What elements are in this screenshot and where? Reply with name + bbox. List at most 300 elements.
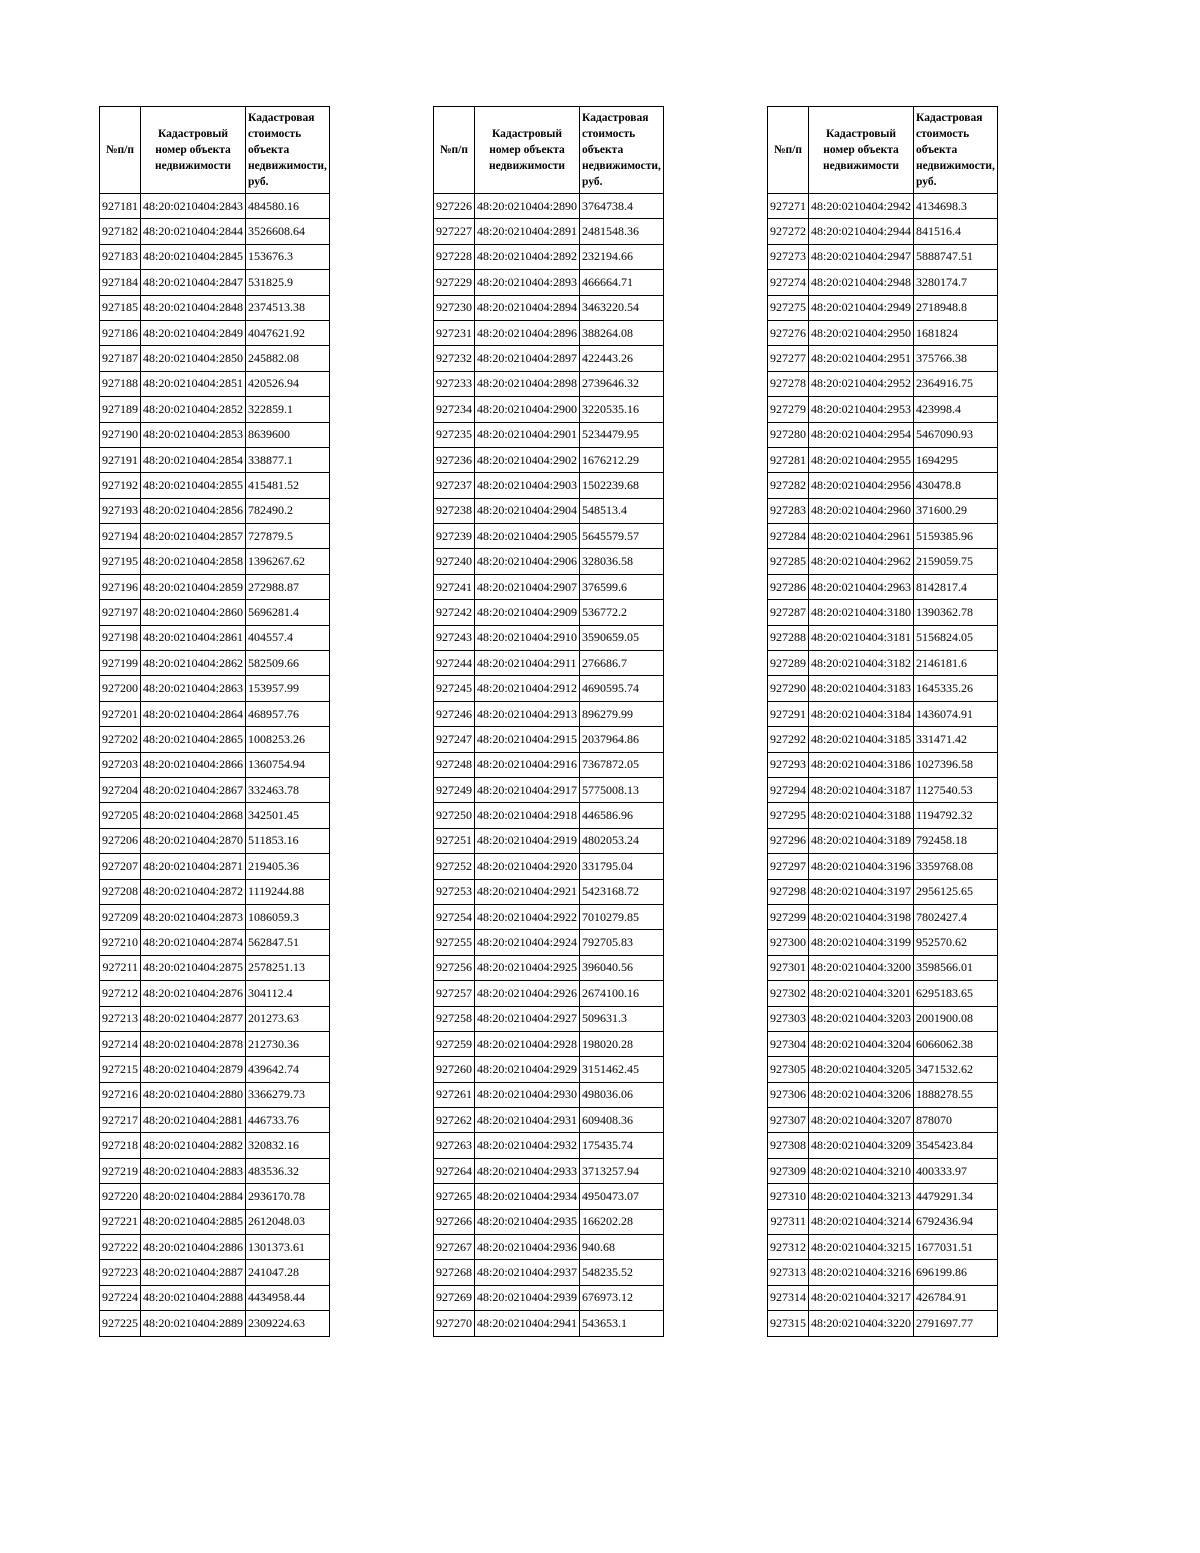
cadastral-number: 48:20:0210404:2890: [475, 194, 580, 219]
table-row: [768, 1006, 998, 1031]
cadastral-value: 543653.1: [580, 1311, 664, 1336]
cadastral-number: 48:20:0210404:2936: [475, 1235, 580, 1260]
cadastral-value: 1502239.68: [580, 473, 664, 498]
cadastre-table-1: [99, 106, 330, 1337]
table-row: [100, 1133, 330, 1158]
cadastral-number: 48:20:0210404:2867: [141, 777, 246, 802]
table-row: [100, 219, 330, 244]
cadastral-value: 4047621.92: [246, 320, 330, 345]
cadastral-number: 48:20:0210404:2919: [475, 828, 580, 853]
cadastral-number: 48:20:0210404:2873: [141, 904, 246, 929]
cadastral-value: 676973.12: [580, 1285, 664, 1310]
cadastral-number: 48:20:0210404:2859: [141, 574, 246, 599]
cadastral-number: 48:20:0210404:3199: [809, 930, 914, 955]
row-number: 927312: [768, 1235, 809, 1260]
row-number: 927192: [100, 473, 141, 498]
cadastral-number: 48:20:0210404:2956: [809, 473, 914, 498]
cadastral-value: 304112.4: [246, 981, 330, 1006]
table-row: [434, 422, 664, 447]
cadastral-value: 4690595.74: [580, 676, 664, 701]
cadastral-value: 430478.8: [914, 473, 998, 498]
table-row: [768, 244, 998, 269]
table-row: [434, 346, 664, 371]
row-number: 927228: [434, 244, 475, 269]
row-number: 927209: [100, 904, 141, 929]
cadastral-number: 48:20:0210404:3203: [809, 1006, 914, 1031]
row-number: 927293: [768, 752, 809, 777]
cadastral-value: 1301373.61: [246, 1235, 330, 1260]
row-number: 927190: [100, 422, 141, 447]
table-row: [434, 854, 664, 879]
table-row: [768, 879, 998, 904]
table-row: [100, 752, 330, 777]
row-number: 927241: [434, 574, 475, 599]
table-row: [768, 1158, 998, 1183]
row-number: 927297: [768, 854, 809, 879]
cadastral-number: 48:20:0210404:2845: [141, 244, 246, 269]
cadastral-value: 322859.1: [246, 397, 330, 422]
row-number: 927262: [434, 1108, 475, 1133]
cadastral-value: 3359768.08: [914, 854, 998, 879]
cadastral-value: 878070: [914, 1108, 998, 1133]
row-number: 927296: [768, 828, 809, 853]
cadastral-value: 1360754.94: [246, 752, 330, 777]
cadastral-value: 2674100.16: [580, 981, 664, 1006]
row-number: 927284: [768, 524, 809, 549]
cadastral-number: 48:20:0210404:2948: [809, 270, 914, 295]
table-row: [768, 524, 998, 549]
cadastral-number: 48:20:0210404:2877: [141, 1006, 246, 1031]
header-cadastral-number: Кадастровый номер объекта недвижимости: [475, 107, 580, 194]
cadastral-number: 48:20:0210404:2848: [141, 295, 246, 320]
cadastral-number: 48:20:0210404:2929: [475, 1057, 580, 1082]
row-number: 927279: [768, 397, 809, 422]
row-number: 927257: [434, 981, 475, 1006]
row-number: 927229: [434, 270, 475, 295]
cadastral-value: 896279.99: [580, 701, 664, 726]
row-number: 927202: [100, 727, 141, 752]
table-row: [100, 727, 330, 752]
cadastre-table-3: [767, 106, 998, 1337]
cadastral-number: 48:20:0210404:2934: [475, 1184, 580, 1209]
row-number: 927304: [768, 1031, 809, 1056]
row-number: 927230: [434, 295, 475, 320]
table-row: [768, 1260, 998, 1285]
cadastral-number: 48:20:0210404:2860: [141, 600, 246, 625]
table-row: [100, 1311, 330, 1336]
cadastral-value: 782490.2: [246, 498, 330, 523]
table-row: [768, 854, 998, 879]
cadastral-number: 48:20:0210404:2891: [475, 219, 580, 244]
cadastral-number: 48:20:0210404:3220: [809, 1311, 914, 1336]
table-row: [434, 219, 664, 244]
cadastral-value: 3366279.73: [246, 1082, 330, 1107]
row-number: 927224: [100, 1285, 141, 1310]
table-row: [768, 676, 998, 701]
cadastral-number: 48:20:0210404:2874: [141, 930, 246, 955]
cadastral-value: 531825.9: [246, 270, 330, 295]
table-row: [434, 930, 664, 955]
cadastral-number: 48:20:0210404:2927: [475, 1006, 580, 1031]
table-row: [434, 320, 664, 345]
row-number: 927260: [434, 1057, 475, 1082]
table-row: [100, 1260, 330, 1285]
table-row: [100, 625, 330, 650]
table-row: [434, 981, 664, 1006]
row-number: 927197: [100, 600, 141, 625]
row-number: 927258: [434, 1006, 475, 1031]
table-row: [434, 651, 664, 676]
table-row: [100, 371, 330, 396]
cadastral-number: 48:20:0210404:2902: [475, 447, 580, 472]
row-number: 927315: [768, 1311, 809, 1336]
table-row: [434, 1285, 664, 1310]
row-number: 927303: [768, 1006, 809, 1031]
row-number: 927225: [100, 1311, 141, 1336]
table-row: [768, 904, 998, 929]
row-number: 927267: [434, 1235, 475, 1260]
row-number: 927193: [100, 498, 141, 523]
row-number: 927266: [434, 1209, 475, 1234]
cadastral-number: 48:20:0210404:2910: [475, 625, 580, 650]
table-row: [100, 1006, 330, 1031]
table-row: [434, 1108, 664, 1133]
row-number: 927290: [768, 676, 809, 701]
header-cadastral-number: Кадастровый номер объекта недвижимости: [809, 107, 914, 194]
cadastral-number: 48:20:0210404:2930: [475, 1082, 580, 1107]
cadastral-value: 342501.45: [246, 803, 330, 828]
table-row: [768, 397, 998, 422]
cadastral-number: 48:20:0210404:2851: [141, 371, 246, 396]
row-number: 927283: [768, 498, 809, 523]
cadastral-value: 2309224.63: [246, 1311, 330, 1336]
row-number: 927185: [100, 295, 141, 320]
header-cadastral-number: Кадастровый номер объекта недвижимости: [141, 107, 246, 194]
cadastral-value: 320832.16: [246, 1133, 330, 1158]
row-number: 927256: [434, 955, 475, 980]
cadastral-number: 48:20:0210404:2880: [141, 1082, 246, 1107]
cadastral-value: 375766.38: [914, 346, 998, 371]
row-number: 927236: [434, 447, 475, 472]
row-number: 927273: [768, 244, 809, 269]
table-row: [434, 1260, 664, 1285]
table-row: [434, 777, 664, 802]
header-cadastral-value: Кадастровая стоимость объекта недвижимости, руб.: [914, 107, 998, 194]
row-number: 927251: [434, 828, 475, 853]
cadastral-value: 272988.87: [246, 574, 330, 599]
cadastral-value: 2146181.6: [914, 651, 998, 676]
row-number: 927222: [100, 1235, 141, 1260]
row-number: 927226: [434, 194, 475, 219]
row-number: 927235: [434, 422, 475, 447]
table-row: [768, 1235, 998, 1260]
cadastral-value: 940.68: [580, 1235, 664, 1260]
cadastral-value: 1694295: [914, 447, 998, 472]
table-row: [100, 1235, 330, 1260]
row-number: 927201: [100, 701, 141, 726]
cadastral-number: 48:20:0210404:2865: [141, 727, 246, 752]
table-row: [434, 498, 664, 523]
row-number: 927186: [100, 320, 141, 345]
row-number: 927295: [768, 803, 809, 828]
table-row: [768, 1285, 998, 1310]
cadastral-number: 48:20:0210404:2916: [475, 752, 580, 777]
cadastral-number: 48:20:0210404:2870: [141, 828, 246, 853]
table-row: [768, 473, 998, 498]
cadastral-value: 484580.16: [246, 194, 330, 219]
cadastral-number: 48:20:0210404:2878: [141, 1031, 246, 1056]
cadastral-number: 48:20:0210404:2861: [141, 625, 246, 650]
cadastral-value: 952570.62: [914, 930, 998, 955]
cadastral-value: 331471.42: [914, 727, 998, 752]
row-number: 927189: [100, 397, 141, 422]
table-row: [434, 1082, 664, 1107]
table-row: [434, 1057, 664, 1082]
cadastral-value: 331795.04: [580, 854, 664, 879]
cadastral-value: 6295183.65: [914, 981, 998, 1006]
table-row: [100, 981, 330, 1006]
table-row: [434, 447, 664, 472]
cadastral-number: 48:20:0210404:2920: [475, 854, 580, 879]
row-number: 927254: [434, 904, 475, 929]
row-number: 927272: [768, 219, 809, 244]
row-number: 927221: [100, 1209, 141, 1234]
cadastral-number: 48:20:0210404:2847: [141, 270, 246, 295]
cadastral-number: 48:20:0210404:2855: [141, 473, 246, 498]
row-number: 927206: [100, 828, 141, 853]
cadastral-value: 5467090.93: [914, 422, 998, 447]
row-number: 927187: [100, 346, 141, 371]
cadastral-number: 48:20:0210404:2862: [141, 651, 246, 676]
cadastral-number: 48:20:0210404:2885: [141, 1209, 246, 1234]
row-number: 927282: [768, 473, 809, 498]
table-row: [100, 447, 330, 472]
row-number: 927231: [434, 320, 475, 345]
table-row: [100, 1209, 330, 1234]
cadastral-value: 483536.32: [246, 1158, 330, 1183]
cadastral-number: 48:20:0210404:2868: [141, 803, 246, 828]
cadastral-number: 48:20:0210404:2863: [141, 676, 246, 701]
cadastral-value: 1645335.26: [914, 676, 998, 701]
table-row: [768, 600, 998, 625]
cadastral-number: 48:20:0210404:3209: [809, 1133, 914, 1158]
cadastral-number: 48:20:0210404:2904: [475, 498, 580, 523]
cadastral-value: 7802427.4: [914, 904, 998, 929]
cadastral-value: 4434958.44: [246, 1285, 330, 1310]
cadastral-value: 3590659.05: [580, 625, 664, 650]
cadastral-number: 48:20:0210404:2905: [475, 524, 580, 549]
row-number: 927212: [100, 981, 141, 1006]
row-number: 927311: [768, 1209, 809, 1234]
cadastral-value: 8142817.4: [914, 574, 998, 599]
table-row: [768, 955, 998, 980]
row-number: 927249: [434, 777, 475, 802]
table-row: [100, 676, 330, 701]
cadastral-number: 48:20:0210404:2924: [475, 930, 580, 955]
row-number: 927301: [768, 955, 809, 980]
cadastral-number: 48:20:0210404:3187: [809, 777, 914, 802]
cadastral-value: 1119244.88: [246, 879, 330, 904]
table-row: [768, 194, 998, 219]
table-row: [434, 1209, 664, 1234]
cadastral-value: 2956125.65: [914, 879, 998, 904]
row-number: 927255: [434, 930, 475, 955]
row-number: 927223: [100, 1260, 141, 1285]
row-number: 927250: [434, 803, 475, 828]
cadastral-number: 48:20:0210404:3198: [809, 904, 914, 929]
table-row: [434, 574, 664, 599]
cadastral-number: 48:20:0210404:3207: [809, 1108, 914, 1133]
row-number: 927271: [768, 194, 809, 219]
row-number: 927277: [768, 346, 809, 371]
cadastral-value: 212730.36: [246, 1031, 330, 1056]
cadastral-value: 2718948.8: [914, 295, 998, 320]
row-number: 927306: [768, 1082, 809, 1107]
row-number: 927268: [434, 1260, 475, 1285]
cadastral-value: 2159059.75: [914, 549, 998, 574]
row-number: 927298: [768, 879, 809, 904]
cadastral-value: 609408.36: [580, 1108, 664, 1133]
cadastral-value: 792705.83: [580, 930, 664, 955]
cadastral-number: 48:20:0210404:2884: [141, 1184, 246, 1209]
table-row: [768, 1311, 998, 1336]
table-row: [768, 549, 998, 574]
table-row: [434, 295, 664, 320]
cadastral-value: 8639600: [246, 422, 330, 447]
cadastral-number: 48:20:0210404:2955: [809, 447, 914, 472]
row-number: 927275: [768, 295, 809, 320]
table-row: [434, 676, 664, 701]
cadastral-value: 439642.74: [246, 1057, 330, 1082]
cadastral-value: 1127540.53: [914, 777, 998, 802]
cadastral-number: 48:20:0210404:2954: [809, 422, 914, 447]
cadastral-number: 48:20:0210404:2876: [141, 981, 246, 1006]
cadastral-value: 2364916.75: [914, 371, 998, 396]
row-number: 927269: [434, 1285, 475, 1310]
cadastral-number: 48:20:0210404:2960: [809, 498, 914, 523]
table-row: [768, 651, 998, 676]
table-row: [434, 955, 664, 980]
cadastral-number: 48:20:0210404:2925: [475, 955, 580, 980]
row-number: 927234: [434, 397, 475, 422]
cadastral-number: 48:20:0210404:2915: [475, 727, 580, 752]
row-number: 927310: [768, 1184, 809, 1209]
cadastral-value: 3526608.64: [246, 219, 330, 244]
table-row: [768, 320, 998, 345]
row-number: 927253: [434, 879, 475, 904]
table-row: [434, 473, 664, 498]
table-row: [100, 1057, 330, 1082]
row-number: 927218: [100, 1133, 141, 1158]
table-row: [434, 1031, 664, 1056]
table-row: [434, 397, 664, 422]
row-number: 927240: [434, 549, 475, 574]
cadastral-number: 48:20:0210404:3183: [809, 676, 914, 701]
table-row: [434, 524, 664, 549]
row-number: 927261: [434, 1082, 475, 1107]
cadastral-number: 48:20:0210404:2893: [475, 270, 580, 295]
cadastral-value: 396040.56: [580, 955, 664, 980]
cadastral-number: 48:20:0210404:2879: [141, 1057, 246, 1082]
table-row: [434, 1184, 664, 1209]
cadastral-value: 5423168.72: [580, 879, 664, 904]
table-header-row: [100, 107, 330, 194]
cadastral-number: 48:20:0210404:2896: [475, 320, 580, 345]
cadastral-value: 446586.96: [580, 803, 664, 828]
cadastral-number: 48:20:0210404:2854: [141, 447, 246, 472]
cadastral-value: 1194792.32: [914, 803, 998, 828]
cadastral-number: 48:20:0210404:2856: [141, 498, 246, 523]
row-number: 927244: [434, 651, 475, 676]
row-number: 927259: [434, 1031, 475, 1056]
row-number: 927313: [768, 1260, 809, 1285]
cadastral-value: 4134698.3: [914, 194, 998, 219]
row-number: 927199: [100, 651, 141, 676]
table-row: [100, 955, 330, 980]
row-number: 927300: [768, 930, 809, 955]
row-number: 927292: [768, 727, 809, 752]
cadastral-value: 175435.74: [580, 1133, 664, 1158]
cadastral-number: 48:20:0210404:3206: [809, 1082, 914, 1107]
header-cadastral-value: Кадастровая стоимость объекта недвижимости, руб.: [580, 107, 664, 194]
cadastral-value: 792458.18: [914, 828, 998, 853]
cadastral-number: 48:20:0210404:2857: [141, 524, 246, 549]
cadastral-value: 5696281.4: [246, 600, 330, 625]
cadastral-number: 48:20:0210404:2935: [475, 1209, 580, 1234]
table-row: [434, 625, 664, 650]
cadastral-value: 1396267.62: [246, 549, 330, 574]
cadastral-number: 48:20:0210404:2963: [809, 574, 914, 599]
table-row: [100, 498, 330, 523]
cadastral-value: 5159385.96: [914, 524, 998, 549]
table-row: [434, 828, 664, 853]
cadastral-value: 422443.26: [580, 346, 664, 371]
row-number: 927294: [768, 777, 809, 802]
cadastral-number: 48:20:0210404:2875: [141, 955, 246, 980]
table-row: [768, 1209, 998, 1234]
cadastral-value: 562847.51: [246, 930, 330, 955]
row-number: 927285: [768, 549, 809, 574]
cadastral-number: 48:20:0210404:3185: [809, 727, 914, 752]
row-number: 927182: [100, 219, 141, 244]
row-number: 927243: [434, 625, 475, 650]
cadastral-value: 468957.76: [246, 701, 330, 726]
table-row: [100, 879, 330, 904]
table-row: [434, 752, 664, 777]
cadastral-number: 48:20:0210404:2937: [475, 1260, 580, 1285]
cadastral-value: 276686.7: [580, 651, 664, 676]
cadastral-number: 48:20:0210404:2864: [141, 701, 246, 726]
table-row: [434, 194, 664, 219]
cadastral-value: 498036.06: [580, 1082, 664, 1107]
cadastral-number: 48:20:0210404:2850: [141, 346, 246, 371]
row-number: 927191: [100, 447, 141, 472]
cadastral-number: 48:20:0210404:2889: [141, 1311, 246, 1336]
cadastral-number: 48:20:0210404:2888: [141, 1285, 246, 1310]
table-row: [768, 701, 998, 726]
cadastral-value: 153676.3: [246, 244, 330, 269]
row-number: 927195: [100, 549, 141, 574]
table-row: [768, 1184, 998, 1209]
cadastral-value: 3471532.62: [914, 1057, 998, 1082]
table-row: [100, 320, 330, 345]
cadastral-number: 48:20:0210404:2933: [475, 1158, 580, 1183]
cadastral-value: 3280174.7: [914, 270, 998, 295]
cadastral-value: 376599.6: [580, 574, 664, 599]
row-number: 927211: [100, 955, 141, 980]
cadastral-value: 509631.3: [580, 1006, 664, 1031]
cadastral-value: 332463.78: [246, 777, 330, 802]
